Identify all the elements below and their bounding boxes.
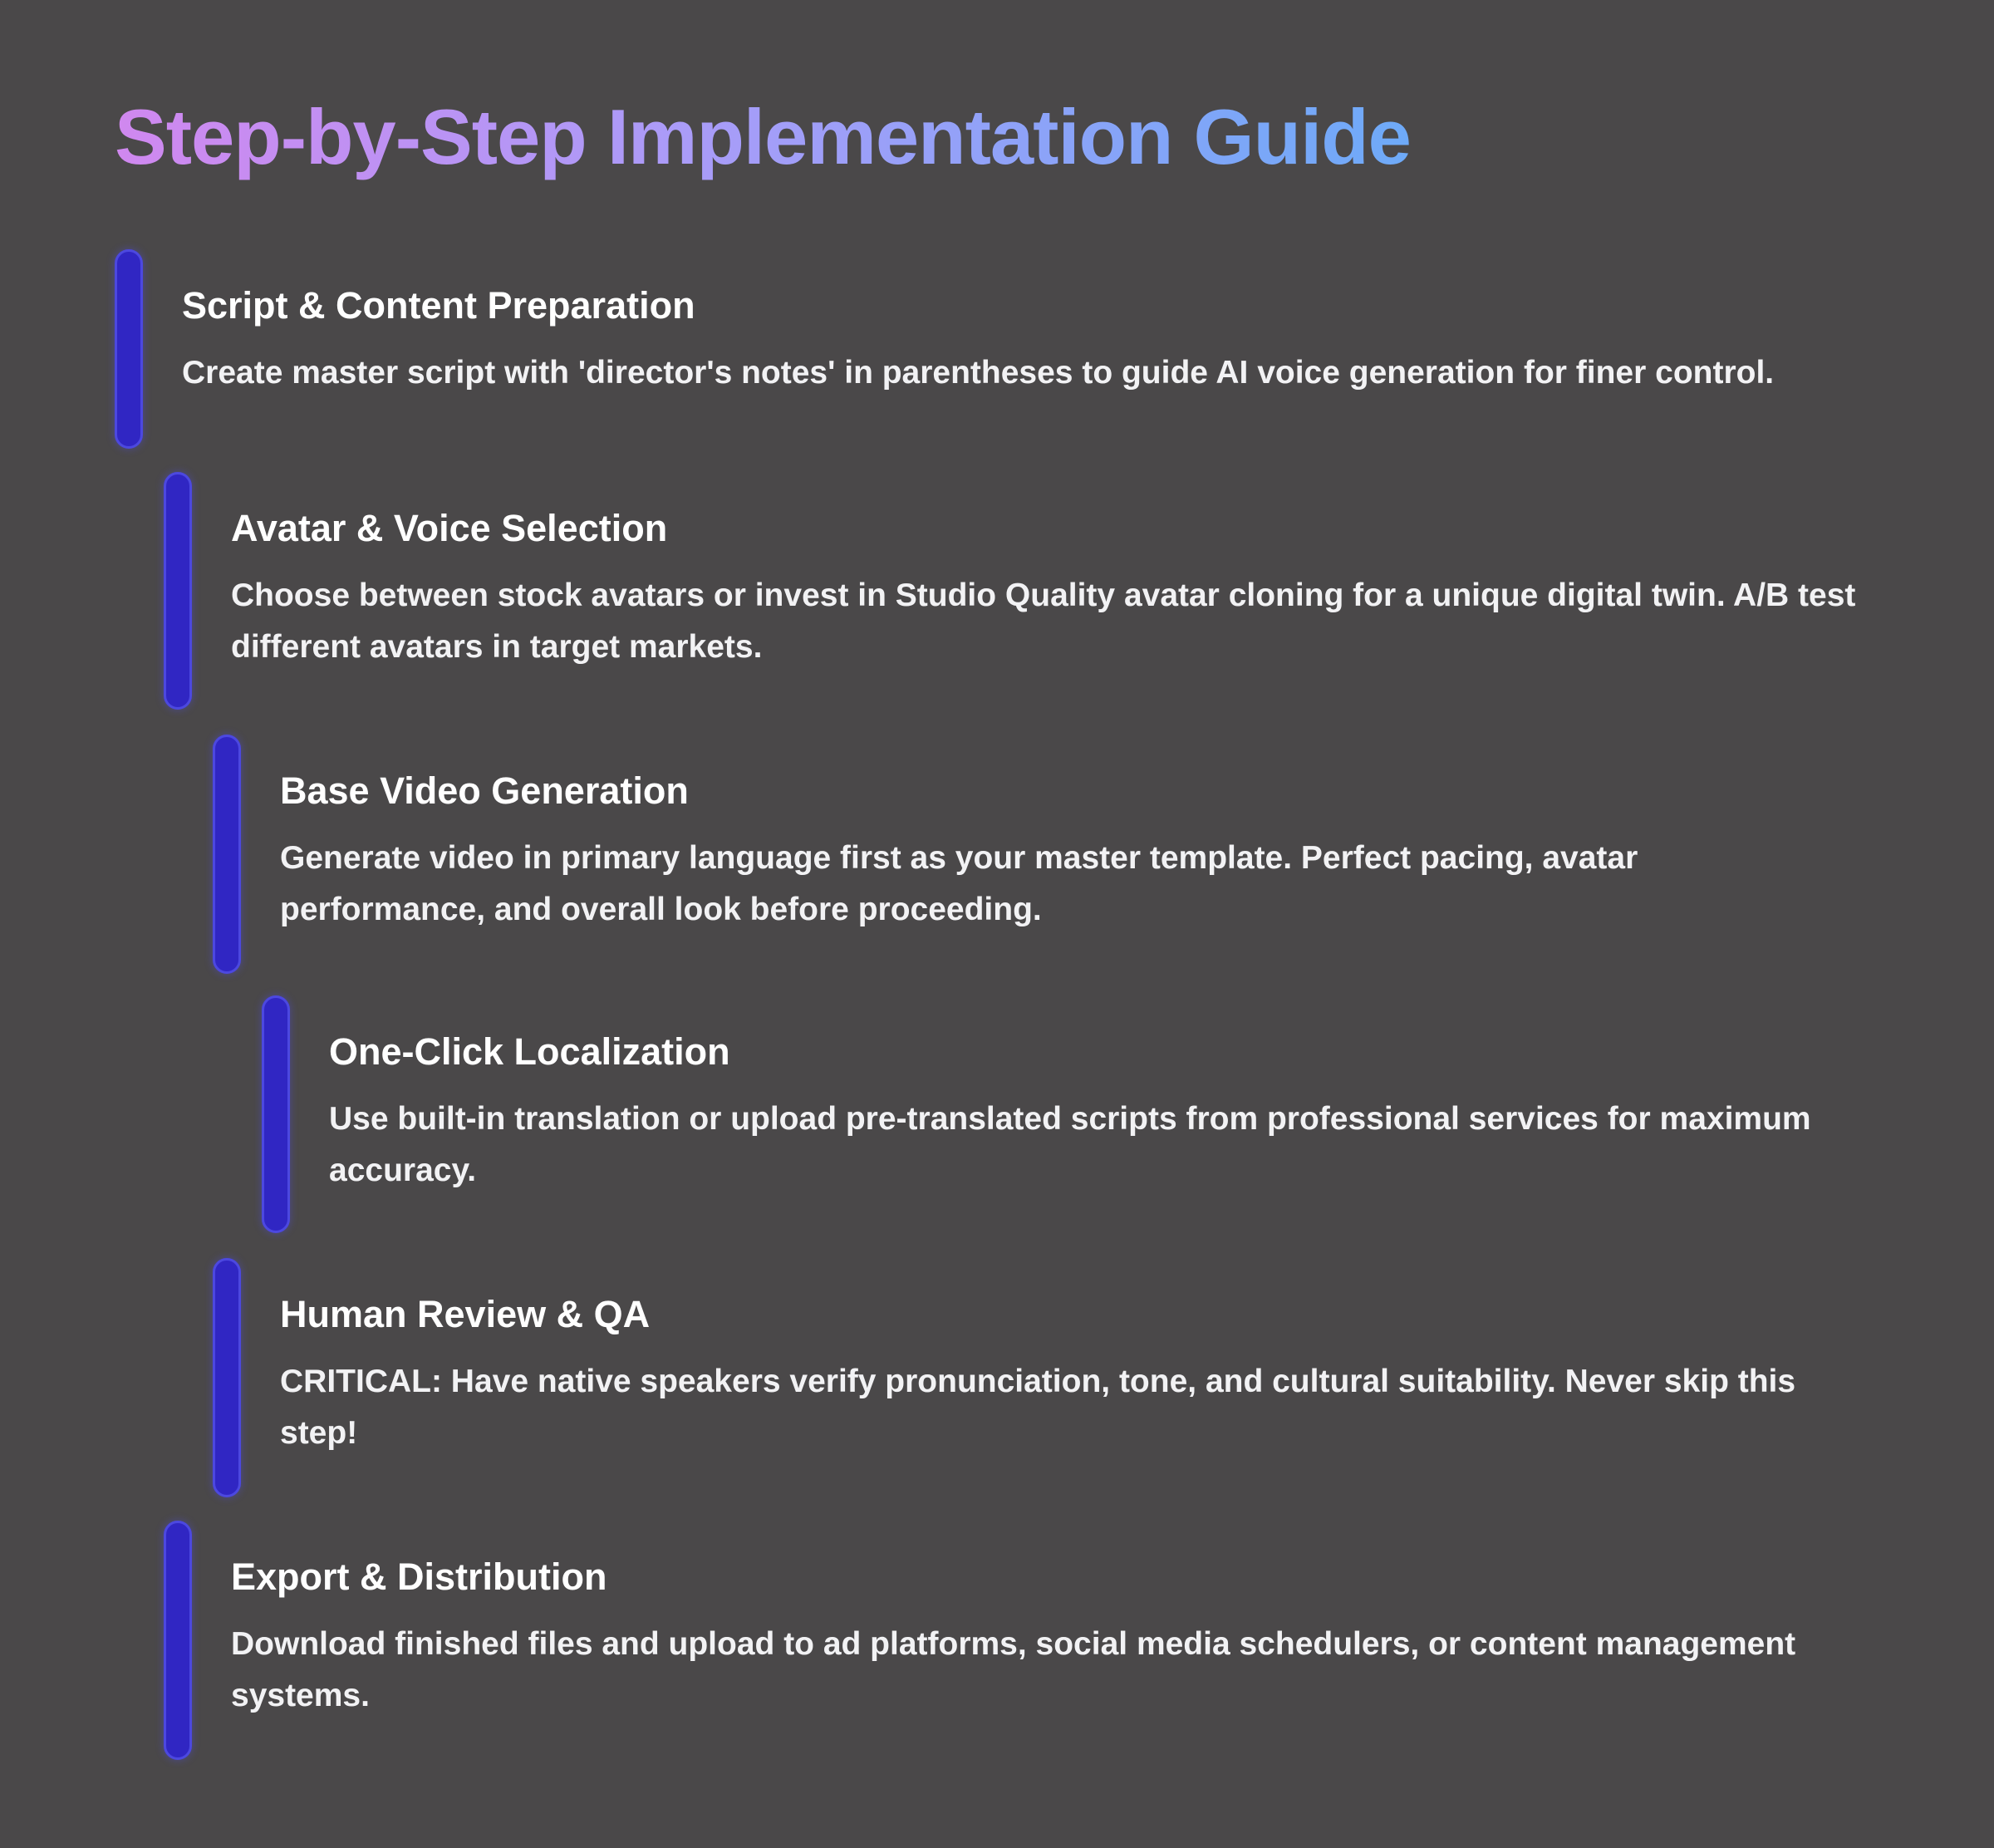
step-title: Export & Distribution — [231, 1556, 607, 1598]
step-marker-bar — [213, 1258, 241, 1497]
step-marker-bar — [164, 1521, 192, 1760]
step-marker-bar — [115, 249, 143, 449]
step-description: Choose between stock avatars or invest in Studio Quality avatar cloning for a unique digital twin. A/B test different avatars in target markets. — [231, 578, 1856, 665]
step-item — [164, 472, 1925, 711]
step-item — [213, 735, 1974, 976]
step-item — [115, 249, 1876, 450]
step-item — [213, 1258, 1974, 1499]
step-title: Human Review & QA — [280, 1293, 651, 1335]
step-item — [262, 995, 1994, 1235]
step-title: Avatar & Voice Selection — [231, 507, 668, 549]
step-marker-bar — [262, 995, 290, 1233]
step-description: CRITICAL: Have native speakers verify pronunciation, tone, and cultural suitability. Never skip this step! — [280, 1364, 1796, 1451]
step-marker-bar — [164, 472, 192, 710]
step-description: Use built-in translation or upload pre-translated scripts from professional services for maximum accuracy. — [329, 1101, 1811, 1188]
step-item — [164, 1521, 1925, 1762]
step-title: One-Click Localization — [329, 1030, 730, 1073]
page-title: Step-by-Step Implementation Guide — [115, 91, 1411, 183]
step-description: Generate video in primary language first as your master template. Perfect pacing, avatar performance, and overall look before proceeding. — [280, 840, 1638, 927]
step-description: Create master script with 'director's notes' in parentheses to guide AI voice generation for finer control. — [182, 355, 1775, 391]
step-description: Download finished files and upload to ad platforms, social media schedulers, or content management systems. — [231, 1626, 1796, 1713]
step-marker-bar — [213, 735, 241, 974]
step-title: Script & Content Preparation — [182, 284, 695, 327]
step-title: Base Video Generation — [280, 769, 689, 812]
